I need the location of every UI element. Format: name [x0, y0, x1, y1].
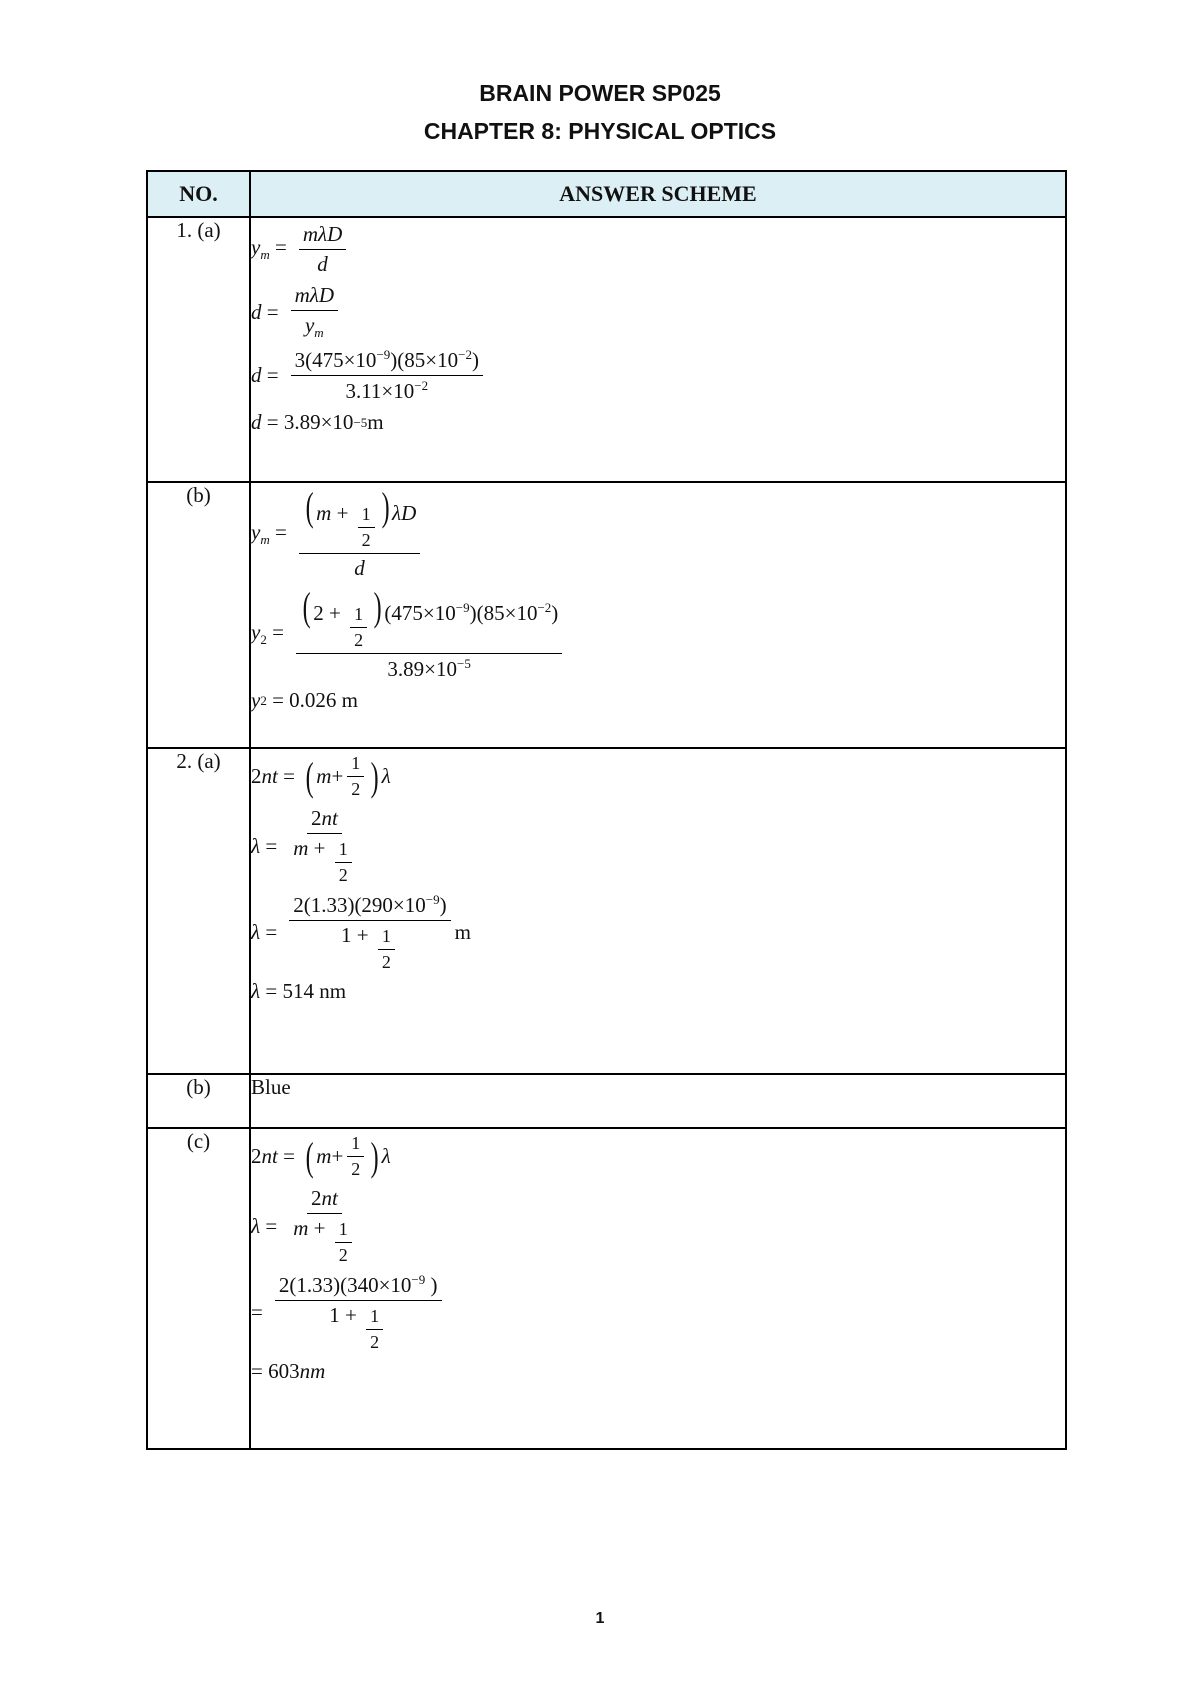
document-title: BRAIN POWER SP025 [479, 80, 721, 106]
page-number: 1 [595, 1610, 605, 1627]
exponent: −5 [353, 414, 368, 430]
q1a-numerator-part: ) [471, 348, 479, 373]
answer-cell: $y_m$ = ( m + $\frac{1}{2}$ ) λD d $y_2$ = ( 2 + $\frac{1}{2}$ ) $(475\times 10^{-9})(85\times 10^{-2})$ $3.89\times 10^{-5}$ y 2 = 0.026 m [250, 482, 1066, 748]
q2a-numerator: 2(1.33)(290×10 [293, 893, 426, 917]
table-row [147, 748, 1066, 1074]
q1a-numerator-part: 3(475×10 [294, 348, 377, 373]
q1a-result: = 3.89×10 [266, 410, 354, 435]
table-row [147, 217, 1066, 482]
question-number: (b) [147, 1074, 250, 1128]
answer-table [146, 170, 1067, 1450]
column-header-no: NO. [147, 171, 250, 217]
q1b-result: = 0.026 m [272, 688, 359, 712]
table-row [147, 1128, 1066, 1449]
q2c-numerator: 2(1.33)(340×10 [278, 1273, 412, 1297]
answer-text: Blue [251, 1075, 291, 1099]
q1a-denominator: 3.11×10 [345, 379, 415, 404]
answer-cell: 2nt = ( m + 1 2 ) λ λ = 2nt m + $\frac{1}{2}$ = $2(1.33)(340\times 10^{-9}$ ) 1 + $\frac{1}{2}$ = 603 nm [250, 1128, 1066, 1449]
table-row [147, 482, 1066, 748]
question-number: (c) [147, 1128, 250, 1449]
exponent: −2 [458, 347, 472, 363]
answer-cell: 2nt = ( m + 1 2 ) λ λ = 2nt m + $\frac{1}{2}$ λ = $2(1.33)(290\times 10^{-9})$ 1 + $\frac{1}{2}$ m λ = 514 nm [250, 748, 1066, 1074]
exponent: −5 [456, 656, 471, 671]
q1b-numerator-part: ) [551, 601, 559, 625]
exponent: −9 [411, 1272, 426, 1287]
q2c-result: = 603 [251, 1359, 300, 1383]
exponent: −9 [376, 347, 391, 363]
q1b-numerator-part: )(85×10 [469, 601, 538, 625]
q2a-result: = 514 nm [265, 979, 347, 1003]
exponent: −9 [425, 892, 440, 907]
q1b-numerator-part: (475×10 [384, 601, 456, 625]
exponent: −9 [455, 600, 470, 615]
exponent: −2 [414, 378, 429, 394]
exponent: −2 [537, 600, 552, 615]
q2c-numerator: ) [425, 1273, 438, 1297]
chapter-title: CHAPTER 8: PHYSICAL OPTICS [423, 118, 777, 144]
question-number: (b) [147, 482, 250, 748]
unit: nm [299, 1359, 326, 1383]
table-row [147, 1074, 1066, 1128]
q1b-denominator: 3.89×10 [387, 657, 457, 681]
column-header-scheme: ANSWER SCHEME [250, 171, 1066, 217]
unit: m [367, 410, 384, 435]
q1a-numerator-part: )(85×10 [390, 348, 459, 373]
q2a-numerator: ) [439, 893, 447, 917]
question-number: 1. (a) [147, 217, 250, 482]
question-number: 2. (a) [147, 748, 250, 1074]
answer-cell: $y_m$ = mλD d d = mλD $y_m$ d = $\frac{3(475\times 10^{-9})(85\times 10^{-2})}{3.11\times 10^{-2}}$ d = 3.89×10 −5 m [250, 217, 1066, 482]
answer-cell [250, 1074, 1066, 1128]
unit: m [454, 920, 471, 944]
